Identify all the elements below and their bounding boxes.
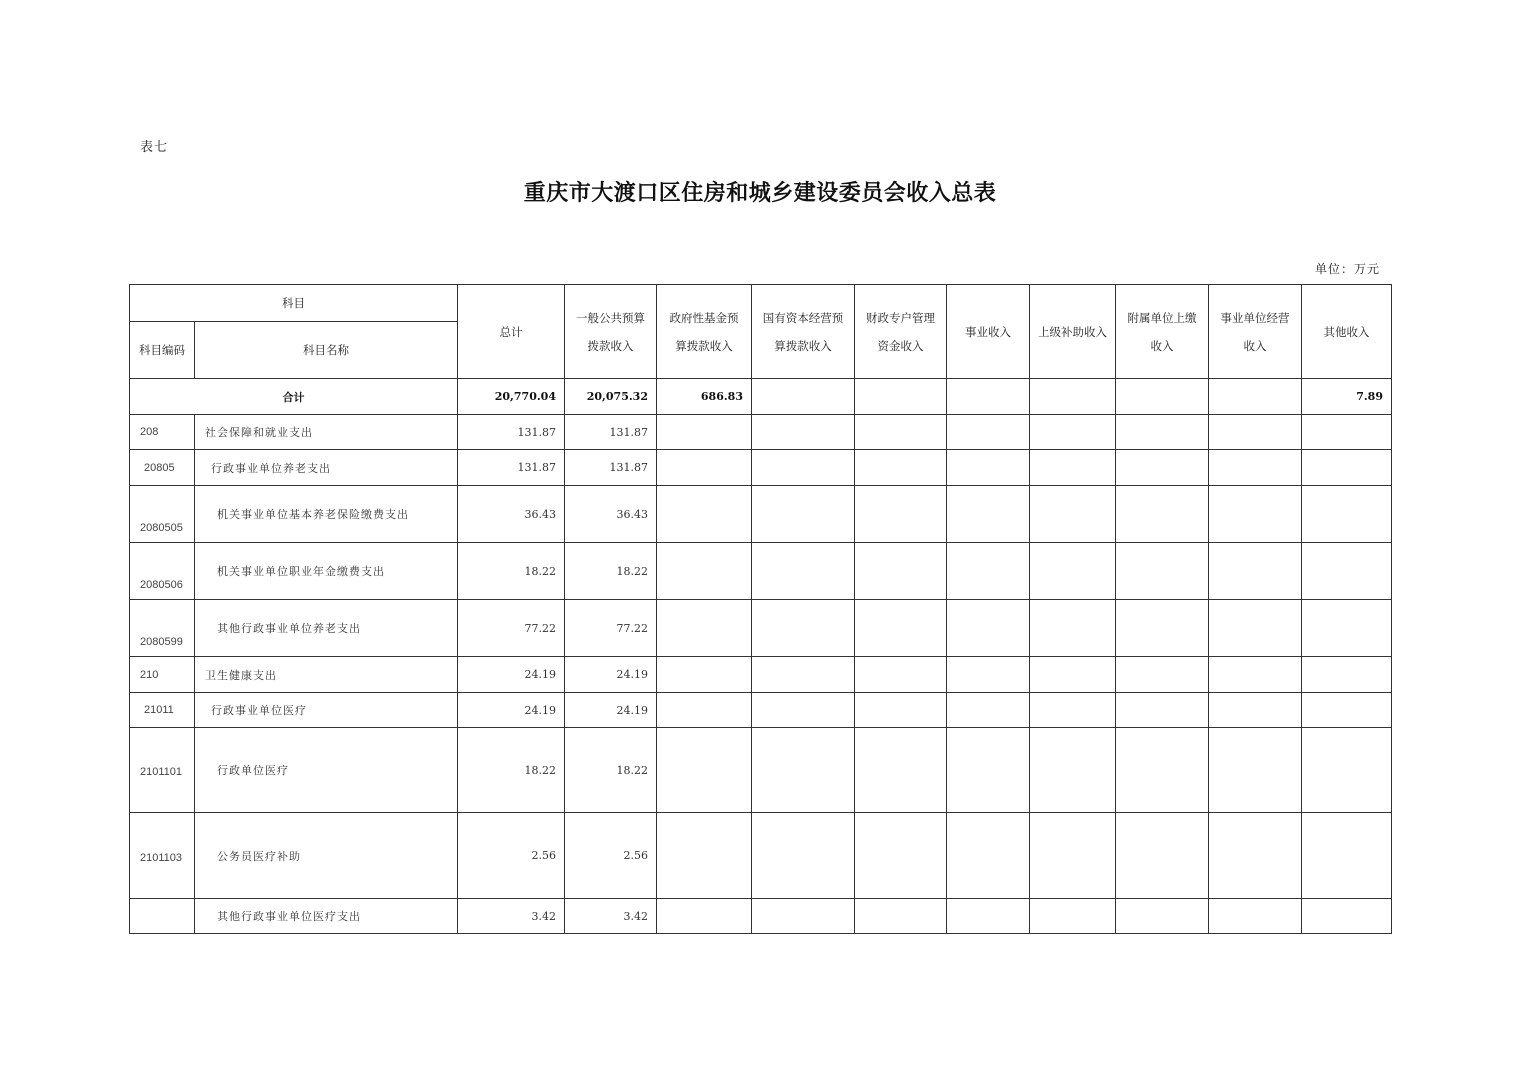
row-code: 210: [130, 657, 195, 693]
total-affiliated: [1116, 379, 1209, 415]
total-row: [130, 379, 1392, 415]
total-fund-budget: 686.83: [657, 379, 752, 415]
header-general-budget: 一般公共预算拨款收入: [565, 285, 657, 379]
table-row: [130, 899, 1392, 934]
row-general-budget: 18.22: [565, 543, 657, 600]
total-special-account: [855, 379, 947, 415]
total-label: 合计: [130, 379, 458, 415]
row-name: 行政事业单位医疗: [195, 693, 458, 728]
header-state-capital: 国有资本经营预算拨款收入: [752, 285, 855, 379]
header-operating: 事业单位经营收入: [1209, 285, 1302, 379]
total-superior-subsidy: [1030, 379, 1116, 415]
table-row: [130, 657, 1392, 693]
row-total: 18.22: [458, 543, 565, 600]
total-state-capital: [752, 379, 855, 415]
row-name: 其他行政事业单位养老支出: [195, 600, 458, 657]
row-name: 公务员医疗补助: [195, 813, 458, 899]
row-code: 2080506: [130, 543, 195, 600]
row-code: 20805: [130, 450, 195, 486]
row-general-budget: 24.19: [565, 693, 657, 728]
row-general-budget: 2.56: [565, 813, 657, 899]
total-general-budget: 20,075.32: [565, 379, 657, 415]
row-general-budget: 3.42: [565, 899, 657, 934]
row-total: 18.22: [458, 728, 565, 813]
revenue-summary-table: [129, 284, 1392, 934]
table-row: [130, 693, 1392, 728]
header-subject: 科目: [130, 285, 458, 322]
row-code: 208: [130, 415, 195, 450]
table-row: [130, 415, 1392, 450]
header-fund-budget: 政府性基金预算拨款收入: [657, 285, 752, 379]
row-code: 2101101: [130, 728, 195, 813]
total-other: 7.89: [1302, 379, 1392, 415]
row-name: 社会保障和就业支出: [195, 415, 458, 450]
row-general-budget: 24.19: [565, 657, 657, 693]
row-total: 24.19: [458, 657, 565, 693]
table-row: [130, 543, 1392, 600]
page-title: 重庆市大渡口区住房和城乡建设委员会收入总表: [523, 180, 997, 206]
unit-label: 单位：万元: [1314, 262, 1380, 276]
row-code: 2101103: [130, 813, 195, 899]
header-special-account: 财政专户管理资金收入: [855, 285, 947, 379]
total-operating: [1209, 379, 1302, 415]
header-affiliated: 附属单位上缴收入: [1116, 285, 1209, 379]
row-code: 2080505: [130, 486, 195, 543]
row-general-budget: 77.22: [565, 600, 657, 657]
table-row: [130, 728, 1392, 813]
header-superior-subsidy: 上级补助收入: [1030, 285, 1116, 379]
row-total: 131.87: [458, 450, 565, 486]
row-total: 24.19: [458, 693, 565, 728]
row-general-budget: 18.22: [565, 728, 657, 813]
total-business: [947, 379, 1030, 415]
row-name: 机关事业单位基本养老保险缴费支出: [195, 486, 458, 543]
header-other: 其他收入: [1302, 285, 1392, 379]
row-total: 2.56: [458, 813, 565, 899]
row-name: 卫生健康支出: [195, 657, 458, 693]
header-code: 科目编码: [130, 322, 195, 379]
row-general-budget: 131.87: [565, 450, 657, 486]
header-business: 事业收入: [947, 285, 1030, 379]
header-name: 科目名称: [195, 322, 458, 379]
header-row-1: [130, 285, 1392, 322]
total-total: 20,770.04: [458, 379, 565, 415]
header-total: 总计: [458, 285, 565, 379]
row-name: 机关事业单位职业年金缴费支出: [195, 543, 458, 600]
table-row: [130, 450, 1392, 486]
row-code: 21011: [130, 693, 195, 728]
row-name: 行政单位医疗: [195, 728, 458, 813]
table-label: 表七: [140, 140, 169, 155]
table-row: [130, 813, 1392, 899]
table-row: [130, 600, 1392, 657]
row-total: 131.87: [458, 415, 565, 450]
row-general-budget: 131.87: [565, 415, 657, 450]
row-code: 2080599: [130, 600, 195, 657]
row-general-budget: 36.43: [565, 486, 657, 543]
row-name: 其他行政事业单位医疗支出: [195, 899, 458, 934]
table-row: [130, 486, 1392, 543]
row-total: 77.22: [458, 600, 565, 657]
row-name: 行政事业单位养老支出: [195, 450, 458, 486]
row-total: 3.42: [458, 899, 565, 934]
row-total: 36.43: [458, 486, 565, 543]
row-code: [130, 899, 195, 934]
